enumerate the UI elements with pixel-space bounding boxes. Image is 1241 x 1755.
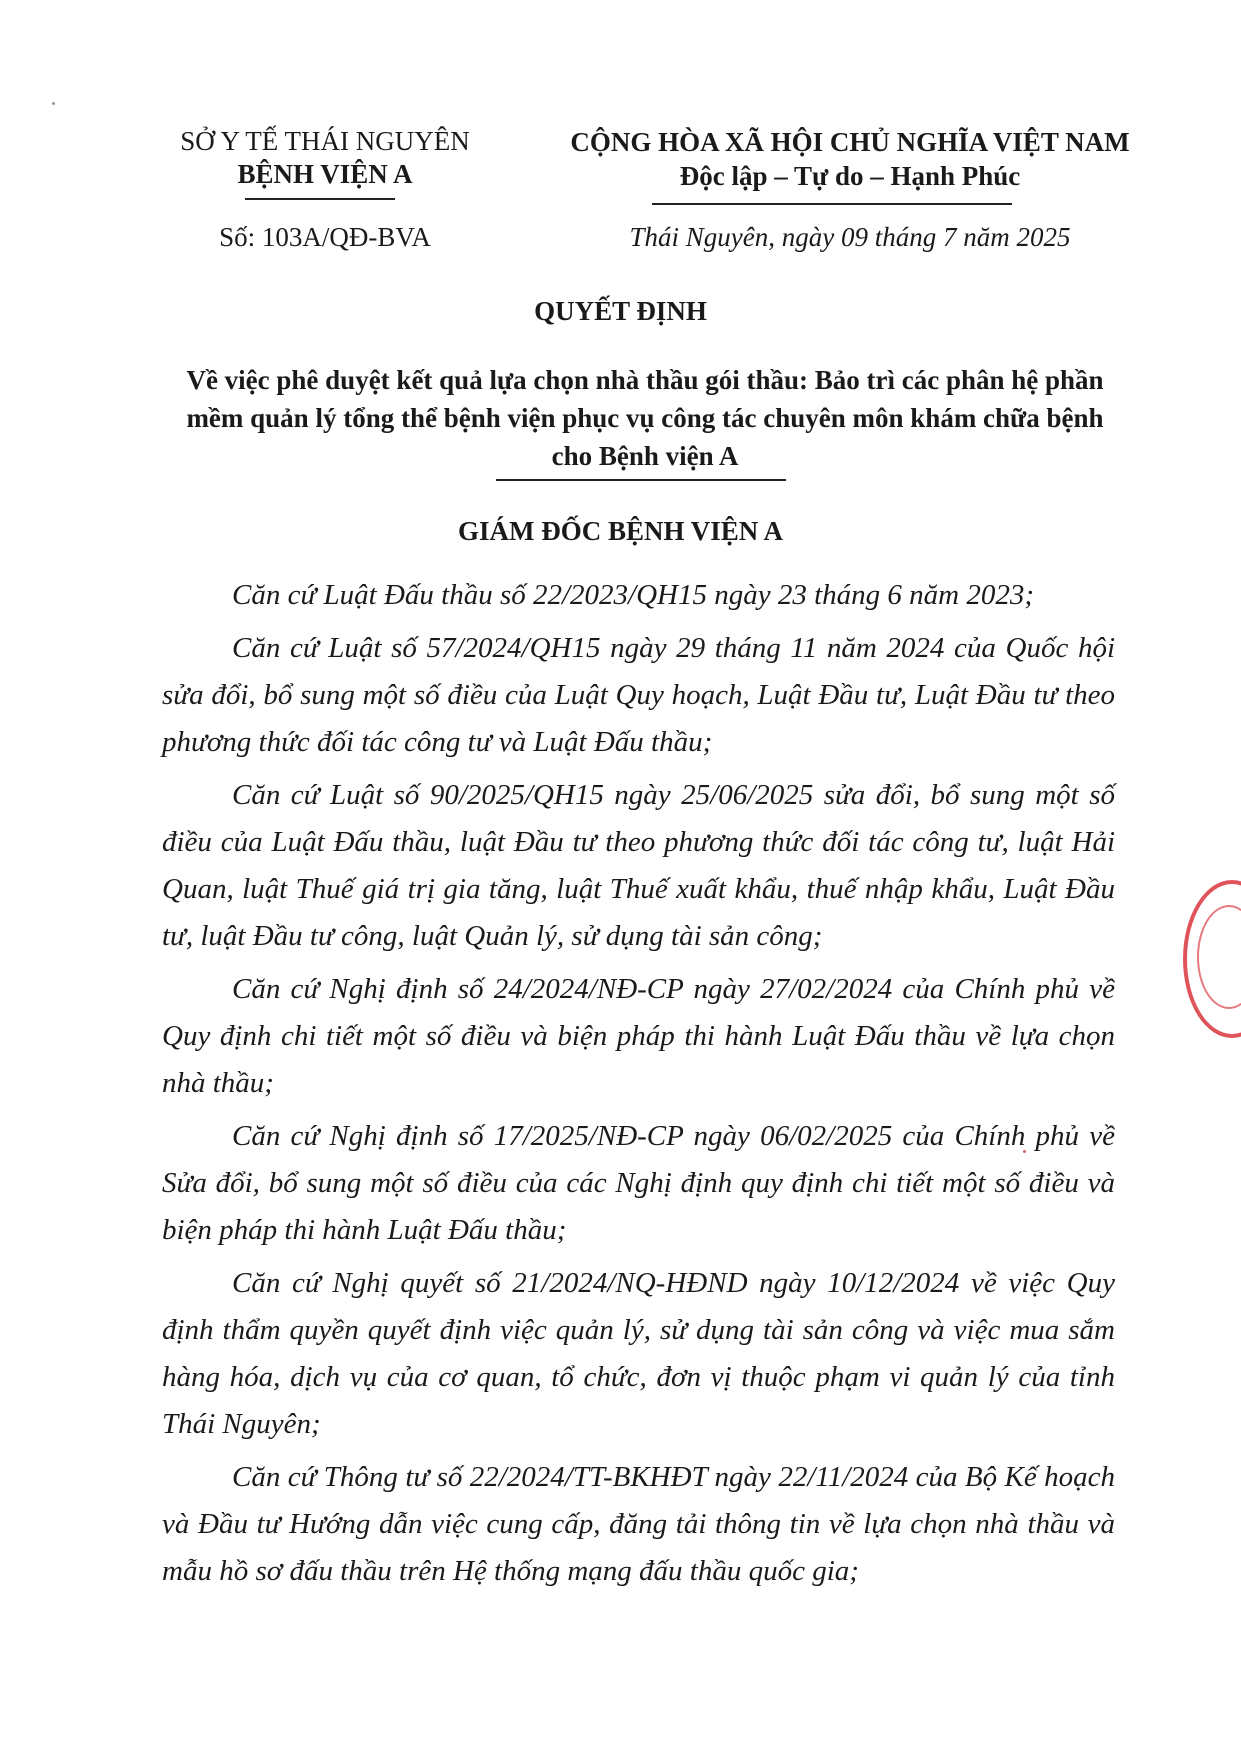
document-title: QUYẾT ĐỊNH (534, 296, 707, 326)
legal-basis-paragraph: Căn cứ Luật Đấu thầu số 22/2023/QH15 ngày 23 tháng 6 năm 2023; (232, 579, 1035, 611)
scan-speck (52, 102, 55, 105)
hospital-underline (245, 198, 395, 200)
legal-basis-section (162, 572, 1115, 1601)
document-number: Số: 103A/QĐ-BVA (219, 222, 431, 252)
legal-basis-paragraph: Căn cứ Thông tư số 22/2024/TT-BKHĐT ngày 22/11/2024 của Bộ Kế hoạch và Đầu tư Hướng dẫn việc cung cấp, đăng tải thông tin về lựa chọn nhà thầu và mẫu hồ sơ đấu thầu trên Hệ thống mạng đấu thầu quốc gia; (162, 1461, 1115, 1587)
legal-basis-paragraph: Căn cứ Nghị quyết số 21/2024/NQ-HĐND ngày 10/12/2024 về việc Quy định thẩm quyền quyết định việc quản lý, sử dụng tài sản công và việc mua sắm hàng hóa, dịch vụ của cơ quan, tổ chức, đơn vị thuộc phạm vi quản lý của tỉnh Thái Nguyên; (162, 1267, 1115, 1440)
subject-underline (496, 479, 786, 481)
country-name: CỘNG HÒA XÃ HỘI CHỦ NGHĨA VIỆT NAM (570, 127, 1130, 157)
national-motto: Độc lập – Tự do – Hạnh Phúc (679, 161, 1021, 191)
place-date: Thái Nguyên, ngày 09 tháng 7 năm 2025 (629, 222, 1071, 252)
department-name: SỞ Y TẾ THÁI NGUYÊN (180, 126, 470, 156)
legal-basis-paragraph: Căn cứ Nghị định số 17/2025/NĐ-CP ngày 06/02/2025 của Chính phủ về Sửa đổi, bổ sung một số điều của các Nghị định quy định chi tiết một số điều và biện pháp thi hành Luật Đấu thầu; (162, 1120, 1115, 1246)
hospital-name: BỆNH VIỆN A (237, 159, 413, 189)
legal-basis-paragraph: Căn cứ Luật số 57/2024/QH15 ngày 29 tháng 11 năm 2024 của Quốc hội sửa đổi, bổ sung một số điều của Luật Quy hoạch, Luật Đầu tư, Luật Đầu tư theo phương thức đối tác công tư và Luật Đấu thầu; (162, 632, 1115, 758)
document-subject: Về việc phê duyệt kết quả lựa chọn nhà thầu gói thầu: Bảo trì các phân hệ phần mềm quản lý tổng thể bệnh viện phục vụ công tác chuyên môn khám chữa bệnh cho Bệnh viện A (186, 365, 1104, 471)
issuing-authority: GIÁM ĐỐC BỆNH VIỆN A (457, 516, 784, 546)
legal-basis-paragraph: Căn cứ Nghị định số 24/2024/NĐ-CP ngày 27/02/2024 của Chính phủ về Quy định chi tiết một số điều và biện pháp thi hành Luật Đấu thầu về lựa chọn nhà thầu; (162, 973, 1115, 1099)
motto-underline (652, 203, 1012, 205)
legal-basis-paragraph: Căn cứ Luật số 90/2025/QH15 ngày 25/06/2025 sửa đổi, bổ sung một số điều của Luật Đấu thầu, luật Đầu tư theo phương thức đối tác công tư, luật Hải Quan, luật Thuế giá trị gia tăng, luật Thuế xuất khẩu, thuế nhập khẩu, Luật Đầu tư, luật Đầu tư công, luật Quản lý, sử dụng tài sản công; (162, 779, 1115, 952)
